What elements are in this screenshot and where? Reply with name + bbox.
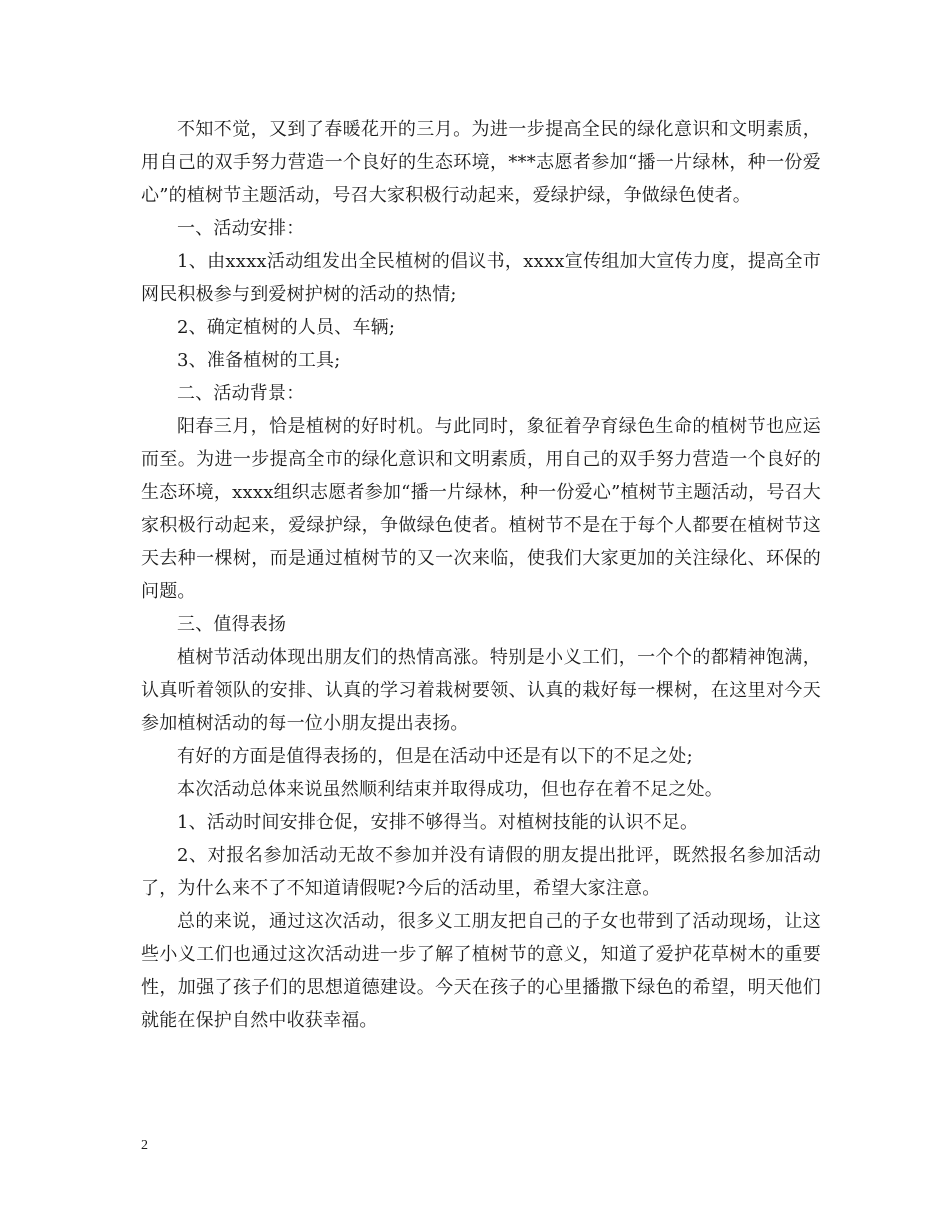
paragraph-background: 阳春三月，恰是植树的好时机。与此同时，象征着孕育绿色生命的植树节也应运而至。为进一步提高全市的绿化意识和文明素质，用自己的双手努力营造一个良好的生态环境，xxxx组织志愿者参加“播一片绿林，种一份爱心”植树节主题活动，号召大家积极行动起来，爱绿护绿，争做绿色使者。植树节不是在于每个人都要在植树节这天去种一棵树，而是通过植树节的又一次来临，使我们大家更加的关注绿化、环保的问题。 bbox=[141, 416, 821, 602]
section-heading-arrangement: 一、活动安排： bbox=[177, 218, 305, 239]
section-heading-background: 二、活动背景： bbox=[177, 383, 305, 404]
section-heading-praise: 三、值得表扬 bbox=[177, 614, 287, 635]
paragraph-shortcomings-intro: 有好的方面是值得表扬的，但是在活动中还是有以下的不足之处; bbox=[177, 746, 693, 767]
paragraph-arrangement-2: 2、确定植树的人员、车辆; bbox=[177, 317, 396, 338]
paragraph-shortcoming-1: 1、活动时间安排仓促，安排不够得当。对植树技能的认识不足。 bbox=[177, 812, 699, 833]
page-number: 2 bbox=[141, 1138, 148, 1153]
document-body bbox=[141, 113, 821, 1037]
paragraph-overall: 本次活动总体来说虽然顺利结束并取得成功，但也存在着不足之处。 bbox=[177, 779, 723, 800]
paragraph-arrangement-1: 1、由xxxx活动组发出全民植树的倡议书，xxxx宣传组加大宣传力度，提高全市网民积极参与到爱树护树的活动的热情; bbox=[141, 251, 821, 305]
paragraph-conclusion: 总的来说，通过这次活动，很多义工朋友把自己的子女也带到了活动现场，让这些小义工们也通过这次活动进一步了解了植树节的意义，知道了爱护花草树木的重要性，加强了孩子们的思想道德建设。今天在孩子的心里播撒下绿色的希望，明天他们就能在保护自然中收获幸福。 bbox=[141, 911, 821, 1031]
paragraph-praise: 植树节活动体现出朋友们的热情高涨。特别是小义工们，一个个的都精神饱满，认真听着领队的安排、认真的学习着栽树要领、认真的栽好每一棵树，在这里对今天参加植树活动的每一位小朋友提出表扬。 bbox=[141, 647, 821, 734]
paragraph-shortcoming-2: 2、对报名参加活动无故不参加并没有请假的朋友提出批评，既然报名参加活动了，为什么来不了不知道请假呢?今后的活动里，希望大家注意。 bbox=[141, 845, 821, 899]
paragraph-intro: 不知不觉，又到了春暖花开的三月。为进一步提高全民的绿化意识和文明素质，用自己的双手努力营造一个良好的生态环境，***志愿者参加“播一片绿林，种一份爱心”的植树节主题活动，号召大家积极行动起来，爱绿护绿，争做绿色使者。 bbox=[141, 119, 821, 206]
paragraph-arrangement-3: 3、准备植树的工具; bbox=[177, 350, 341, 371]
